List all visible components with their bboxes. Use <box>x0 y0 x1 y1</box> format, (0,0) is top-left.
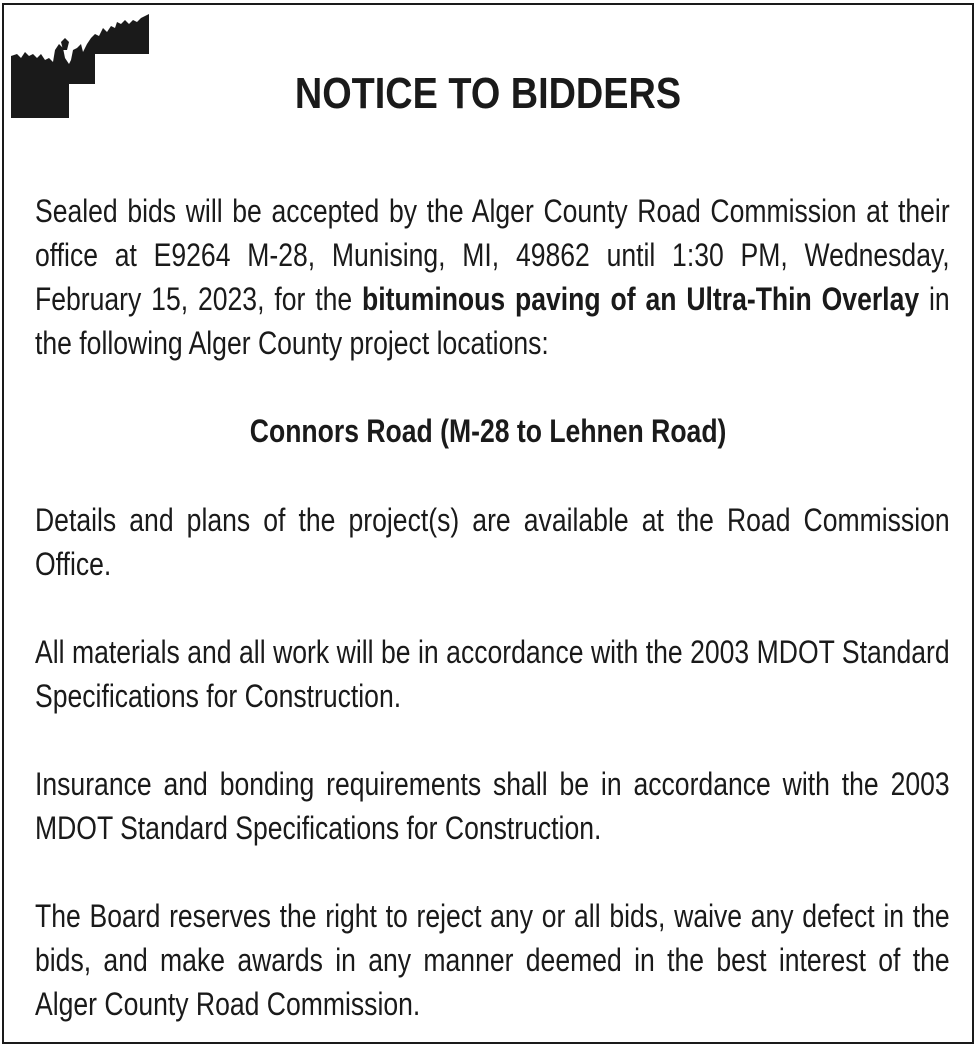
board-rights-paragraph <box>35 894 949 1026</box>
project-location <box>4 409 972 453</box>
details-text: Details and plans of the project(s) are available at the Road Commission Office. <box>35 502 950 582</box>
insurance-paragraph <box>35 762 949 850</box>
materials-paragraph <box>35 630 949 718</box>
details-paragraph <box>35 498 949 586</box>
materials-text: All materials and all work will be in accordance with the 2003 MDOT Standard Specifications for Construction. <box>35 634 950 714</box>
notice-box <box>2 3 974 1044</box>
board-rights-text: The Board reserves the right to reject any or all bids, waive any defect in the bids, and make awards in any manner deemed in the best interest of the Alger County Road Commission. <box>35 898 950 1022</box>
bid-acceptance-lead: Sealed bids will be accepted by the Alger County Road Commission at their office at E9264 M-28, Munising, MI, 49862 until 1:30 PM, Wednesday, February 15, 2023, for the <box>35 193 950 317</box>
project-type-bold: bituminous paving of an Ultra-Thin Overlay <box>362 281 920 317</box>
project-location-text: Connors Road (M-28 to Lehnen Road) <box>249 413 727 449</box>
bid-acceptance-tail: in the following Alger County project locations: <box>35 281 950 361</box>
notice-title: NOTICE TO BIDDERS <box>294 69 682 118</box>
insurance-text: Insurance and bonding requirements shall be in accordance with the 2003 MDOT Standard Specifications for Construction. <box>35 766 950 846</box>
bid-acceptance-paragraph <box>35 189 949 365</box>
